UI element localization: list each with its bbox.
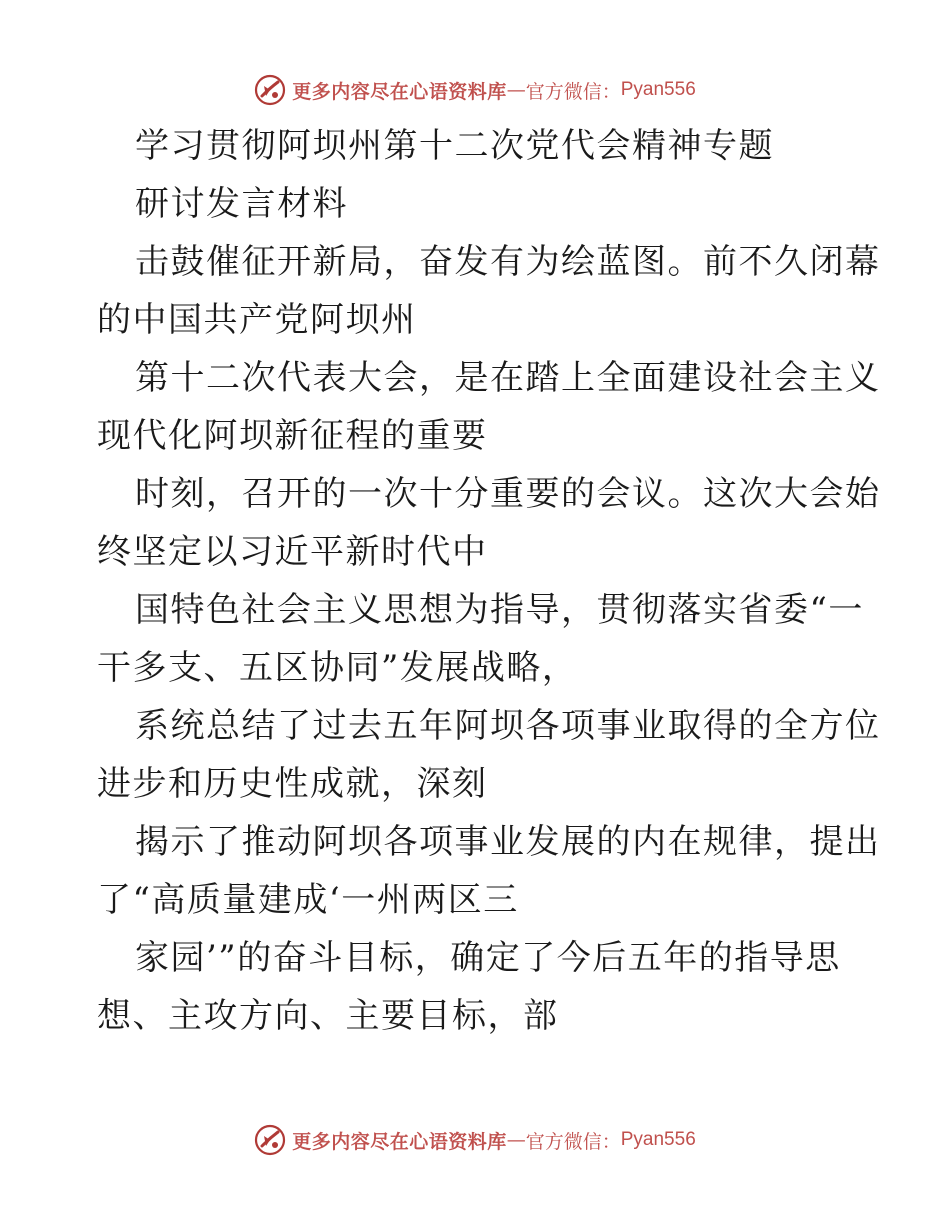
- banner-separator: —: [506, 79, 526, 101]
- text-line: 的中国共产党阿坝州: [97, 300, 417, 340]
- text-line: 揭示了推动阿坝各项事业发展的内在规律，提出: [135, 822, 881, 862]
- text-line: 研讨发言材料: [135, 184, 348, 224]
- text-line: 了“高质量建成‘一州两区三: [97, 880, 519, 920]
- text-line: 家园’”的奋斗目标，确定了今后五年的指导思: [135, 938, 841, 978]
- text-line: 学习贯彻阿坝州第十二次党代会精神专题: [135, 126, 774, 166]
- text-line: 进步和历史性成就，深刻: [97, 764, 488, 804]
- text-line: 国特色社会主义思想为指导，贯彻落实省委“一: [135, 590, 864, 630]
- book-quill-icon: [254, 74, 286, 106]
- wechat-label: 官方微信：: [525, 80, 621, 103]
- text-line: 现代化阿坝新征程的重要: [97, 416, 488, 456]
- text-line: 第十二次代表大会，是在踏上全面建设社会主义: [135, 358, 881, 398]
- text-line: 时刻，召开的一次十分重要的会议。这次大会始: [135, 474, 881, 514]
- text-line: 干多支、五区协同”发展战略，: [97, 648, 578, 688]
- site-name-text: 更多内容尽在心语资料库: [292, 1130, 507, 1153]
- wechat-id: Pyan556: [620, 79, 696, 100]
- text-line: 想、主攻方向、主要目标，部: [97, 996, 559, 1036]
- document-body: [97, 117, 881, 1045]
- wechat-label: 官方微信：: [525, 1130, 621, 1153]
- banner-separator: —: [506, 1129, 526, 1151]
- wechat-id: Pyan556: [620, 1129, 696, 1150]
- site-name-text: 更多内容尽在心语资料库: [292, 80, 507, 103]
- text-line: 系统总结了过去五年阿坝各项事业取得的全方位: [135, 706, 881, 746]
- header-banner: [0, 70, 950, 110]
- footer-banner: [0, 1120, 950, 1160]
- text-line: 击鼓催征开新局，奋发有为绘蓝图。前不久闭幕: [135, 242, 881, 282]
- book-quill-icon: [254, 1124, 286, 1156]
- text-line: 终坚定以习近平新时代中: [97, 532, 488, 572]
